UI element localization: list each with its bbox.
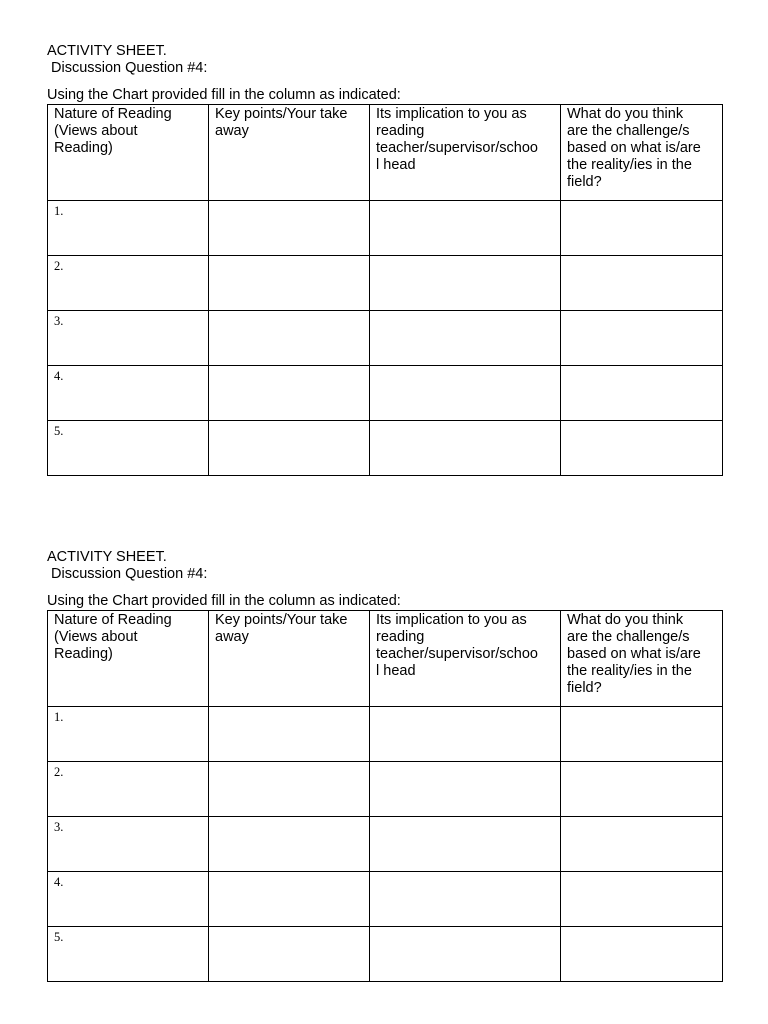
implication-cell[interactable] [370, 421, 561, 476]
implication-cell[interactable] [370, 201, 561, 256]
row-number-cell[interactable]: 5. [48, 927, 209, 982]
key-points-cell[interactable] [209, 421, 370, 476]
row-number-cell[interactable]: 4. [48, 872, 209, 927]
implication-cell[interactable] [370, 311, 561, 366]
row-number-cell[interactable]: 5. [48, 421, 209, 476]
row-number-cell[interactable]: 3. [48, 817, 209, 872]
header-nature-of-reading: Nature of Reading (Views about Reading) [48, 611, 209, 707]
instruction-text: Using the Chart provided fill in the column as indicated: [47, 593, 401, 609]
table-header-row [48, 611, 723, 707]
challenges-cell[interactable] [561, 366, 723, 421]
sheet-title: ACTIVITY SHEET. [47, 549, 167, 565]
key-points-cell[interactable] [209, 817, 370, 872]
key-points-cell[interactable] [209, 872, 370, 927]
implication-cell[interactable] [370, 817, 561, 872]
activity-chart-table [47, 610, 723, 982]
header-key-points: Key points/Your take away [209, 105, 370, 201]
key-points-cell[interactable] [209, 707, 370, 762]
table-row [48, 201, 723, 256]
challenges-cell[interactable] [561, 311, 723, 366]
challenges-cell[interactable] [561, 707, 723, 762]
table-row [48, 366, 723, 421]
key-points-cell[interactable] [209, 311, 370, 366]
table-row [48, 311, 723, 366]
challenges-cell[interactable] [561, 256, 723, 311]
row-number-cell[interactable]: 2. [48, 256, 209, 311]
challenges-cell[interactable] [561, 927, 723, 982]
challenges-cell[interactable] [561, 762, 723, 817]
header-nature-of-reading: Nature of Reading (Views about Reading) [48, 105, 209, 201]
implication-cell[interactable] [370, 872, 561, 927]
row-number-cell[interactable]: 1. [48, 707, 209, 762]
key-points-cell[interactable] [209, 256, 370, 311]
key-points-cell[interactable] [209, 762, 370, 817]
implication-cell[interactable] [370, 707, 561, 762]
activity-chart-table [47, 104, 723, 476]
challenges-cell[interactable] [561, 421, 723, 476]
sheet-title: ACTIVITY SHEET. [47, 43, 167, 59]
activity-sheet-1 [47, 43, 722, 476]
row-number-cell[interactable]: 1. [48, 201, 209, 256]
header-challenges: What do you think are the challenge/s based on what is/are the reality/ies in the field? [561, 105, 723, 201]
table-row [48, 256, 723, 311]
challenges-cell[interactable] [561, 817, 723, 872]
table-row [48, 872, 723, 927]
table-row [48, 762, 723, 817]
table-row [48, 707, 723, 762]
table-row [48, 421, 723, 476]
discussion-question-label: Discussion Question #4: [51, 60, 208, 76]
challenges-cell[interactable] [561, 201, 723, 256]
discussion-question-label: Discussion Question #4: [51, 566, 208, 582]
header-implication: Its implication to you as reading teacher/supervisor/schoo l head [370, 105, 561, 201]
row-number-cell[interactable]: 4. [48, 366, 209, 421]
table-row [48, 817, 723, 872]
key-points-cell[interactable] [209, 366, 370, 421]
header-challenges: What do you think are the challenge/s based on what is/are the reality/ies in the field? [561, 611, 723, 707]
challenges-cell[interactable] [561, 872, 723, 927]
header-key-points: Key points/Your take away [209, 611, 370, 707]
instruction-text: Using the Chart provided fill in the column as indicated: [47, 87, 401, 103]
row-number-cell[interactable]: 2. [48, 762, 209, 817]
key-points-cell[interactable] [209, 927, 370, 982]
implication-cell[interactable] [370, 762, 561, 817]
key-points-cell[interactable] [209, 201, 370, 256]
implication-cell[interactable] [370, 366, 561, 421]
table-row [48, 927, 723, 982]
implication-cell[interactable] [370, 256, 561, 311]
header-implication: Its implication to you as reading teacher/supervisor/schoo l head [370, 611, 561, 707]
activity-sheet-2 [47, 549, 722, 982]
table-header-row [48, 105, 723, 201]
implication-cell[interactable] [370, 927, 561, 982]
row-number-cell[interactable]: 3. [48, 311, 209, 366]
